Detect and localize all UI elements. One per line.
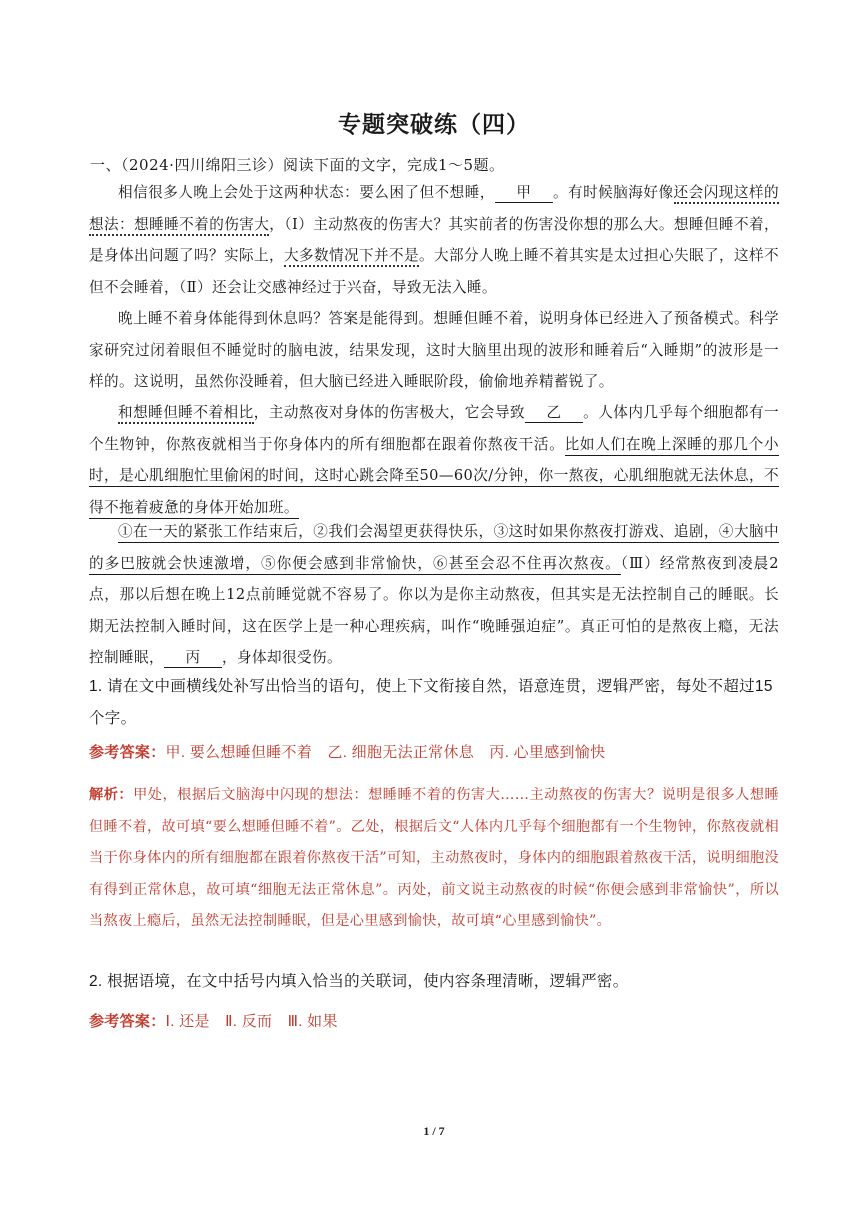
explanation-text: 甲处，根据后文脑海中闪现的想法：想睡睡不着的伤害大……主动熬夜的伤害大？说明是很多人想睡但睡不着，故可填“要么想睡但睡不着”。乙处，根据后文“人体内几乎每个细胞都有一个生物钟，你熬夜就相当于你身体内的所有细胞都在跟着你熬夜干活”可知，主动熬夜时，身体内的细胞跟着熬夜干活，说明细胞没有得到正常休息，故可填“细胞无法正常休息”。丙处，前文说主动熬夜的时候“你便会感到非常愉快”，所以当熬夜上瘾后，虽然无法控制睡眠，但是心里感到愉快，故可填“心里感到愉快”。: [89, 787, 780, 929]
passage-paragraph-3: [89, 397, 779, 523]
question-1: 1. 请在文中画横线处补写出恰当的语句，使上下文衔接自然，语意连贯，逻辑严密，每处不超过15个字。: [89, 678, 773, 727]
passage-paragraph-4: [89, 516, 779, 674]
p3-text: 。人体内几乎每个细胞都有一个生物钟，你熬夜就相当于你身体内的所有细胞都在跟着你熬夜干活。: [89, 404, 780, 453]
dotted-phrase: 大多数情况下并不是: [284, 247, 419, 267]
page-title: 专题突破练（四）: [338, 111, 530, 138]
blank-bing: 丙: [164, 649, 222, 668]
answer-text: Ⅰ. 还是 Ⅱ. 反而 Ⅲ. 如果: [165, 1013, 338, 1030]
p1-text: ，（Ⅰ）主动熬夜的伤害大？其实前者的伤害没你想的那么大。想睡但睡不着，是身体出问题了吗？实际上，: [89, 215, 779, 264]
p1-text: 。大部分人晚上睡不着其实是太过担心失眠了，这样不但不会睡着，（Ⅱ）还会让交感神经过于兴奋，导致无法入睡。: [89, 247, 779, 296]
underlined-sentence: ①在一天的紧张工作结束后，②我们会渴望更获得快乐，③这时如果你熬夜打游戏、追剧，④大脑中的多巴胺就会快速激增，⑤你便会感到非常愉快，⑥甚至会忍不住再次熬夜。: [89, 523, 779, 575]
section-heading: 一、（2024·四川绵阳三诊）阅读下面的文字，完成1～5题。: [90, 156, 505, 174]
dotted-phrase: 还会闪现这样的想法：想睡睡不着的伤害大: [89, 184, 779, 236]
dotted-phrase: 和想睡但睡不着相比: [118, 404, 254, 424]
explanation-label: 解析：: [89, 787, 134, 803]
passage-paragraph-1: [89, 177, 779, 303]
blank-jia: 甲: [495, 184, 553, 203]
blank-yi: 乙: [525, 404, 583, 423]
p4-text: （Ⅲ）经常熬夜到凌晨2点，那以后想在晚上12点前睡觉就不容易了。你以为是你主动熬夜，但其实是无法控制自己的睡眠。长期无法控制入睡时间，这在医学上是一种心理疾病，叫作“晚睡强迫症”。真正可怕的是熬夜上瘾，无法控制睡眠，: [89, 554, 779, 666]
answer-label: 参考答案：: [89, 1013, 166, 1030]
p1-text: 相信很多人晚上会处于这两种状态：要么困了但不想睡，: [118, 184, 495, 201]
passage-paragraph-2: 晚上睡不着身体能得到休息吗？答案是能得到。想睡但睡不着，说明身体已经进入了预备模式。科学家研究过闭着眼但不睡觉时的脑电波，结果发现，这时大脑里出现的波形和睡着后“入睡期”的波形是一样的。这说明，虽然你没睡着，但大脑已经进入睡眠阶段，偷偷地养精蓄锐了。: [89, 310, 779, 390]
p4-text: ，身体却很受伤。: [221, 649, 342, 666]
answer-label: 参考答案：: [89, 744, 166, 761]
underlined-sentence: 比如人们在晚上深睡的那几个小时，是心肌细胞忙里偷闲的时间，这时心跳会降至50—60次/分钟，你一熬夜，心肌细胞就无法休息，不得不拖着疲惫的身体开始加班。: [89, 436, 779, 519]
explanation: [89, 780, 779, 938]
p1-text: 。有时候脑海好像: [552, 184, 674, 201]
answer-2: [89, 1010, 789, 1031]
p3-text: ，主动熬夜对身体的伤害极大，它会导致: [253, 404, 526, 421]
answer-1: [89, 741, 789, 762]
answer-text: 甲. 要么想睡但睡不着 乙. 细胞无法正常休息 丙. 心里感到愉快: [165, 744, 606, 761]
page-number: 1 / 7: [423, 1124, 445, 1138]
question-2: 2. 根据语境，在文中括号内填入恰当的关联词，使内容条理清晰，逻辑严密。: [89, 973, 629, 990]
